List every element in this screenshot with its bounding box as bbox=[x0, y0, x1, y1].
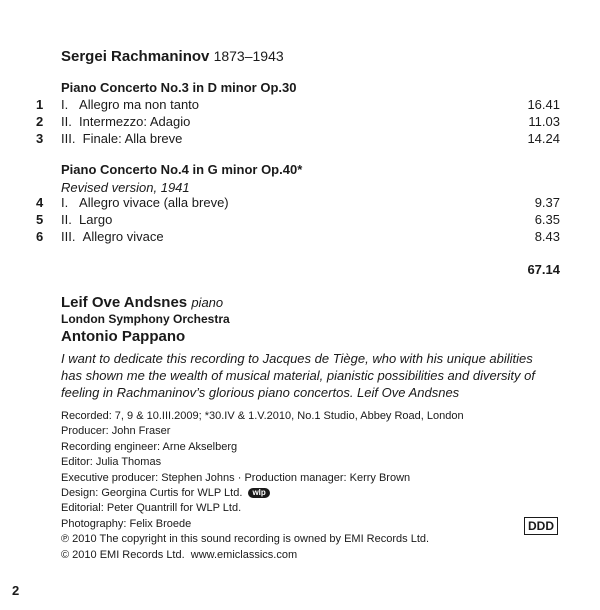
work-title: Piano Concerto No.4 in G minor Op.40* bbox=[61, 162, 303, 177]
credit-editor: Editor: Julia Thomas bbox=[61, 456, 162, 469]
track-title: II. Intermezzo: Adagio bbox=[61, 114, 191, 129]
track-number: 1 bbox=[36, 97, 44, 112]
credit-copyright: © 2010 EMI Records Ltd. www.emiclassics.com bbox=[61, 548, 298, 561]
credit-editorial: Editorial: Peter Quantrill for WLP Ltd. bbox=[61, 502, 242, 515]
track-title: II. Largo bbox=[61, 212, 113, 227]
credit-design: Design: Georgina Curtis for WLP Ltd. bbox=[61, 487, 243, 500]
soloist-name: Leif Ove Andsnes bbox=[61, 294, 188, 311]
ddd-badge: DDD bbox=[524, 517, 558, 535]
track-title: III. Finale: Alla breve bbox=[61, 131, 183, 146]
track-number: 6 bbox=[36, 229, 44, 244]
credit-executive: Executive producer: Stephen Johns · Production manager: Kerry Brown bbox=[61, 471, 411, 484]
track-number: 2 bbox=[36, 114, 44, 129]
credit-design-line bbox=[61, 486, 464, 501]
wlp-logo: wlp bbox=[248, 488, 269, 498]
dedication-text: I want to dedicate this recording to Jacques de Tiège, who with his unique abilities has shown me the wealth of musical material, pianistic possibilities and diversity of feeling in Rachmaninov’s glorious piano concertos. Leif Ove Andsnes bbox=[61, 351, 535, 400]
soloist-line bbox=[61, 294, 223, 311]
track-row bbox=[0, 229, 560, 246]
composer-heading bbox=[61, 48, 284, 65]
track-duration: 14.24 bbox=[527, 131, 560, 146]
credit-photography: Photography: Felix Broede bbox=[61, 517, 192, 530]
track-duration: 11.03 bbox=[528, 114, 560, 129]
orchestra-name: London Symphony Orchestra bbox=[61, 312, 230, 326]
credits-block bbox=[61, 409, 464, 563]
track-row bbox=[0, 212, 560, 229]
conductor-name: Antonio Pappano bbox=[61, 328, 186, 345]
work-title: Piano Concerto No.3 in D minor Op.30 bbox=[61, 80, 297, 95]
total-duration: 67.14 bbox=[527, 262, 560, 277]
track-number: 4 bbox=[36, 195, 44, 210]
track-title: I. Allegro ma non tanto bbox=[61, 97, 200, 112]
credit-recorded: Recorded: 7, 9 & 10.III.2009; *30.IV & 1.V.2010, No.1 Studio, Abbey Road, London bbox=[61, 410, 464, 422]
track-row bbox=[0, 97, 560, 114]
track-title: III. Allegro vivace bbox=[61, 229, 164, 244]
track-title: I. Allegro vivace (alla breve) bbox=[61, 195, 229, 210]
track-duration: 16.41 bbox=[527, 97, 560, 112]
page-number: 2 bbox=[12, 583, 20, 598]
track-row bbox=[0, 114, 560, 131]
composer-name: Sergei Rachmaninov bbox=[61, 48, 210, 65]
track-number: 5 bbox=[36, 212, 44, 227]
credit-engineer: Recording engineer: Arne Akselberg bbox=[61, 440, 238, 453]
track-duration: 8.43 bbox=[534, 229, 560, 244]
credit-phonogram: ℗ 2010 The copyright in this sound recording is owned by EMI Records Ltd. bbox=[61, 533, 430, 546]
track-duration: 9.37 bbox=[534, 195, 560, 210]
track-row bbox=[0, 131, 560, 148]
track-number: 3 bbox=[36, 131, 44, 146]
credit-producer: Producer: John Fraser bbox=[61, 425, 171, 438]
soloist-role: piano bbox=[191, 295, 224, 310]
track-duration: 6.35 bbox=[534, 212, 560, 227]
work-subtitle: Revised version, 1941 bbox=[61, 180, 190, 195]
track-row bbox=[0, 195, 560, 212]
composer-years: 1873–1943 bbox=[213, 48, 284, 64]
